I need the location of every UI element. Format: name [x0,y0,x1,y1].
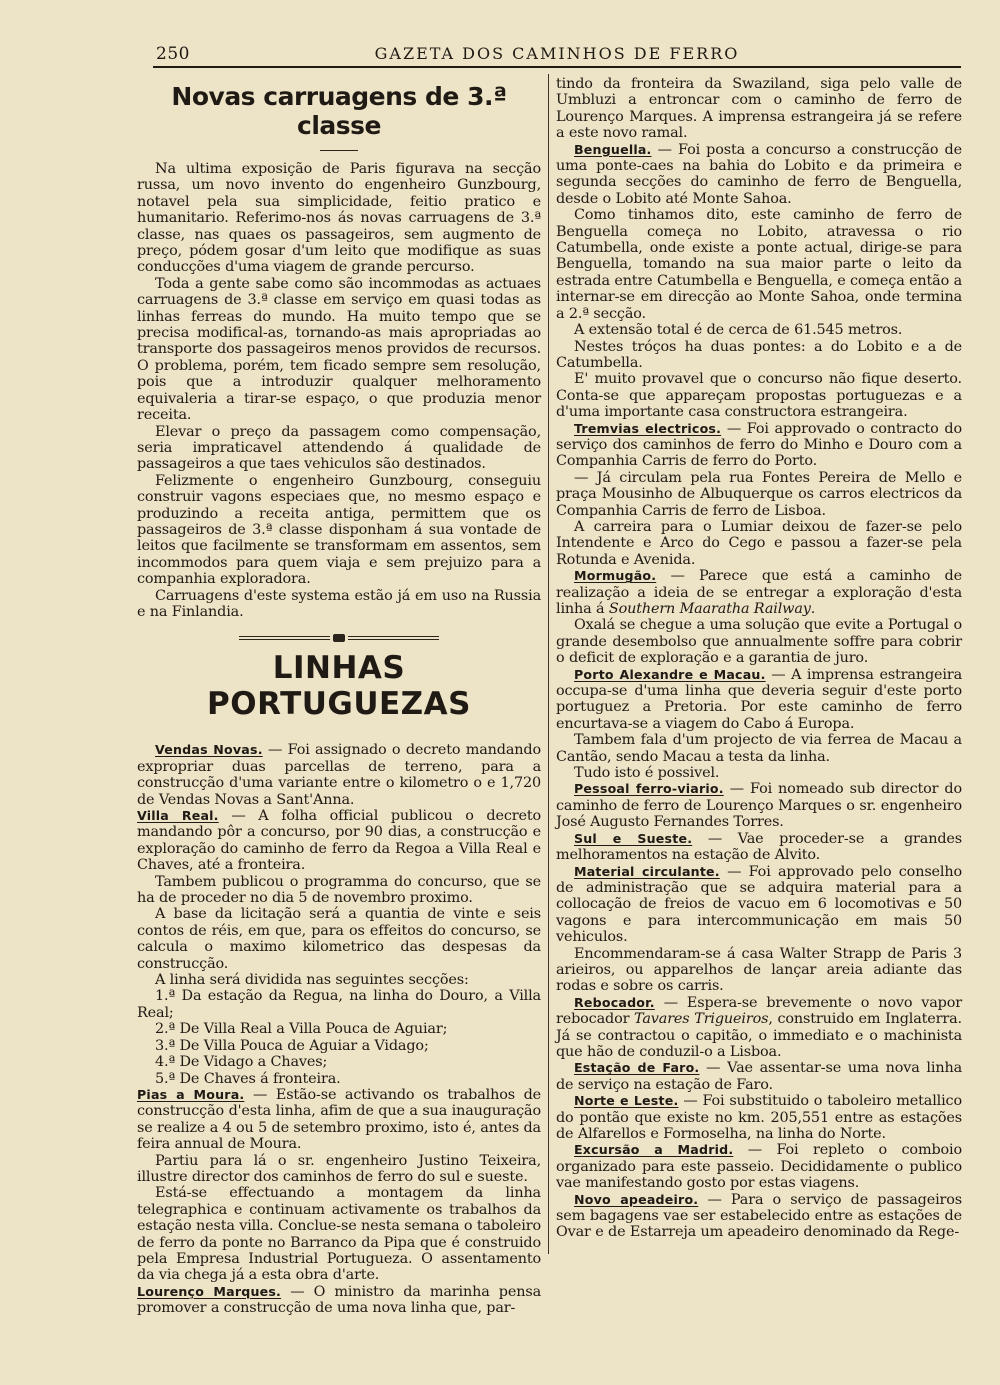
news-item: Material circulante. — Foi approvado pelo conselho de administração que se adquira material para a collocação de freios de vacuo em 6 locomotivas e 50 vagons e para intercommunicação em mais 50 vehiculos. [556,863,962,946]
news-keyword: Mormugão. [574,568,657,584]
news-keyword: Estação de Faro. [574,1060,700,1076]
page-header [153,44,961,64]
title-rule [320,150,358,151]
paragraph: — Já circulam pela rua Fontes Pereira de Mello e praça Mousinho de Albuquerque os carros electricos da Companhia Carris de ferro de Lisboa. [556,469,962,519]
paragraph: A extensão total é de cerca de 61.545 metros. [574,322,903,339]
column-divider [548,74,549,1254]
paragraph: Tudo isto é possivel. [574,765,720,782]
paragraph: tindo da fronteira da Swaziland, siga pelo valle de Umbluzi a entroncar com o caminho de ferro de Lourenço Marques. A imprensa estrangeira já se refere a este novo ramal. [556,76,962,142]
news-keyword: Pessoal ferro-viario. [574,781,724,797]
paragraph: Felizmente o engenheiro Gunzbourg, conseguiu construir vagons especiaes que, no mesmo espaço e produzindo a receita antiga, permittem que os passageiros de 3.ª classe disponham á sua vontade de leitos que facilmente se transformam em assentos, sem incommodos para quem viaja e sem prejuizo para a companhia exploradora. [137,472,541,588]
article-title: Novas carruagens de 3.ª classe [171,82,507,140]
news-item: Pias a Moura. — Estão-se activando os trabalhos de construcção d'esta linha, afim de que a sua inauguração se realize a 4 ou 5 de setembro proximo, isto é, antes da feira annual de Moura. [137,1086,542,1153]
news-item: Villa Real. — A folha official publicou o decreto mandando pôr a concurso, por 90 dias, a construcção e exploração do caminho de ferro da Regoa a Villa Real e Chaves, até a fronteira. [137,808,541,874]
paragraph: Toda a gente sabe como são incommodas as actuaes carruagens de 3.ª classe em serviço em quasi todas as linhas ferreas do mundo. Ha muito tempo que se precisa modifical-as, tornando-as mais apropriadas ao transporte dos passageiros menos providos de recursos. O problema, porém, tem ficado sempre sem resolução, pois que a introduzir qualquer melhoramento equivaleria a tirar-se espaço, o que produzia menor receita. [137,275,541,424]
news-item: Lourenço Marques. — O ministro da marinha pensa promover a construcção de uma nova linha que, par- [137,1283,541,1317]
paragraph: E' muito provavel que o concurso não fique deserto. Conta-se que appareçam propostas portuguezas e a d'uma importante casa constructora estrangeira. [556,371,962,421]
news-keyword: Rebocador. [574,994,655,1010]
news-keyword: Benguella. [574,141,652,157]
publication-title: GAZETA DOS CAMINHOS DE FERRO [374,44,740,63]
paragraph: Está-se effectuando a montagem da linha telegraphica e continuam activamente os trabalhos da estação nesta villa. Conclue-se nesta semana o taboleiro de ferro da ponte no Barranco da Pipa que é construido pela Empresa Industrial Portugueza. O assentamento da via chega já a esta obra d'arte. [137,1185,541,1284]
news-keyword: Pias a Moura. [137,1086,245,1102]
paragraph: Encommendaram-se á casa Walter Strapp de Paris 3 arieiros, ou apparelhos de lançar areia adiante das rodas e sobre os carris. [556,945,962,995]
left-column [137,76,541,1317]
paragraph: A base da licitação será a quantia de vinte e seis contos de réis, em que, para os effeitos do concurso, se calcula o maximo kilometrico das despesas da construcção. [137,906,541,972]
paragraph: Elevar o preço da passagem como compensação, seria impraticavel attendendo á qualidade de passageiros a que taes vehiculos são destinados. [137,423,541,473]
news-keyword: Excursão a Madrid. [574,1142,734,1158]
news-keyword: Novo apeadeiro. [574,1191,699,1207]
section-title: LINHAS PORTUGUEZAS [207,650,471,723]
news-item: Porto Alexandre e Macau. — A imprensa estrangeira occupa-se d'uma linha que deveria seguir d'este porto portuguez a Pretoria. Por este caminho de ferro encurtava-se a viagem do Cabo á Europa. [556,666,963,732]
news-item: Tremvias electricos. — Foi approvado o contracto do serviço dos caminhos de ferro do Minho e Douro com a Companhia Carris de ferro do Porto. [556,420,963,470]
paragraph: Na ultima exposição de Paris figurava na secção russa, um novo invento do engenheiro Gunzbourg, notavel pela sua simplicidade, feitio pratico e humanitario. Referimo-nos ás novas carruagens de 3.ª classe, nas quaes os passageiros, sem augmento de preço, pódem gosar d'um leito que modifique as suas conducções d'uma viagem de grande percurso. [137,161,541,276]
paragraph: Tambem fala d'um projecto de via ferrea de Macau a Cantão, sendo Macau a testa da linha. [556,732,962,765]
news-keyword: Villa Real. [137,808,219,823]
news-keyword: Lourenço Marques. [137,1283,282,1299]
news-item: Sul e Sueste. — Vae proceder-se a grandes melhoramentos na estação de Alvito. [556,830,962,864]
news-keyword: Tremvias electricos. [574,420,722,436]
news-keyword: Material circulante. [574,863,720,879]
paragraph: Como tinhamos dito, este caminho de ferro de Benguella começa no Lobito, atravessa o rio Catumbella, onde existe a ponte actual, dirige-se para Benguella, tomando na sua maior parte o leito da estrada entre Catumbella e Benguella, e começa então a internar-se em direcção ao Monte Sahoa, onde termina a 2.ª secção. [556,207,962,322]
news-item: Excursão a Madrid. — Foi repleto o comboio organizado para este passeio. Decididamente o publico vae manifestando gosto por estas viagens. [556,1142,962,1192]
list-item: 4.ª De Vidago a Chaves; [155,1054,328,1071]
paragraph: Nestes tróços ha duas pontes: a do Lobito e a de Catumbella. [556,338,962,371]
list-item: 2.ª De Villa Real a Villa Pouca de Aguiar; [155,1021,448,1038]
railway-name: Southern Maaratha Railway [608,601,811,617]
paragraph: A linha será dividida nas seguintes secções: [155,972,469,989]
paragraph: Carruagens d'este systema estão já em uso na Russia e na Finlandia. [137,587,541,620]
news-keyword: Sul e Sueste. [574,830,693,846]
vessel-name: Tavares Trigueiros [634,1011,769,1028]
right-column [556,76,962,1241]
paragraph: A carreira para o Lumiar deixou de fazer-se pelo Intendente e Arco do Cego e passou a fazer-se pela Rotunda e Avenida. [556,518,962,568]
list-item: 5.ª De Chaves á fronteira. [155,1070,341,1087]
paragraph: Partiu para lá o sr. engenheiro Justino Teixeira, illustre director dos caminhos de ferro do sul e sueste. [137,1152,541,1185]
news-item: Mormugão. — Parece que está a caminho de realização a ideia de se entregar a exploração d'esta linha á Southern Maaratha Railway. [556,568,962,617]
news-item: Benguella. — Foi posta a concurso a construcção de uma ponte-caes na bahia do Lobito e da primeira e segunda secções do caminho de ferro de Benguella, desde o Lobito até Monte Sahoa. [556,141,962,207]
paragraph: Oxalá se chegue a uma solução que evite a Portugal o grande desembolso que annualmente soffre para cobrir o deficit de exploração e a garantia de juro. [556,617,962,667]
page-number: 250 [156,44,190,64]
ornament-divider [239,634,439,642]
news-item: Novo apeadeiro. — Para o serviço de passageiros sem bagagens vae ser estabelecido entre as estações de Ovar e de Estarreja um apeadeiro denominado da Rege- [556,1191,963,1241]
news-item: Estação de Faro. — Vae assentar-se uma nova linha de serviço na estação de Faro. [556,1060,962,1093]
news-item: Rebocador. — Espera-se brevemente o novo vapor rebocador Tavares Trigueiros, construido em Inglaterra. Já se contractou o capitão, o immediato e o machinista que hão de conduzil-o a Lisboa. [556,994,962,1060]
header-rule [153,66,961,68]
list-item: 3.ª De Villa Pouca de Aguiar a Vidago; [155,1037,429,1054]
paragraph: Tambem publicou o programma do concurso, que se ha de proceder no dia 5 de novembro proximo. [137,873,541,907]
news-item: Vendas Novas. — Foi assignado o decreto mandando expropriar duas parcellas de terreno, para a construcção d'uma variante entre o kilometro o e 1,720 de Vendas Novas a Sant'Anna. [137,742,541,808]
news-item: Norte e Leste. — Foi substituido o taboleiro metallico do pontão que existe no km. 205,551 entre as estações de Alfarellos e Formoselha, na linha do Norte. [556,1093,962,1142]
list-item: 1.ª Da estação da Regua, na linha do Douro, a Villa Real; [137,988,541,1021]
news-item: Pessoal ferro-viario. — Foi nomeado sub director do caminho de ferro de Lourenço Marques o sr. engenheiro José Augusto Fernandes Torres. [556,781,963,831]
news-keyword: Vendas Novas. [155,742,263,758]
news-keyword: Norte e Leste. [574,1093,679,1109]
news-keyword: Porto Alexandre e Macau. [574,666,766,682]
